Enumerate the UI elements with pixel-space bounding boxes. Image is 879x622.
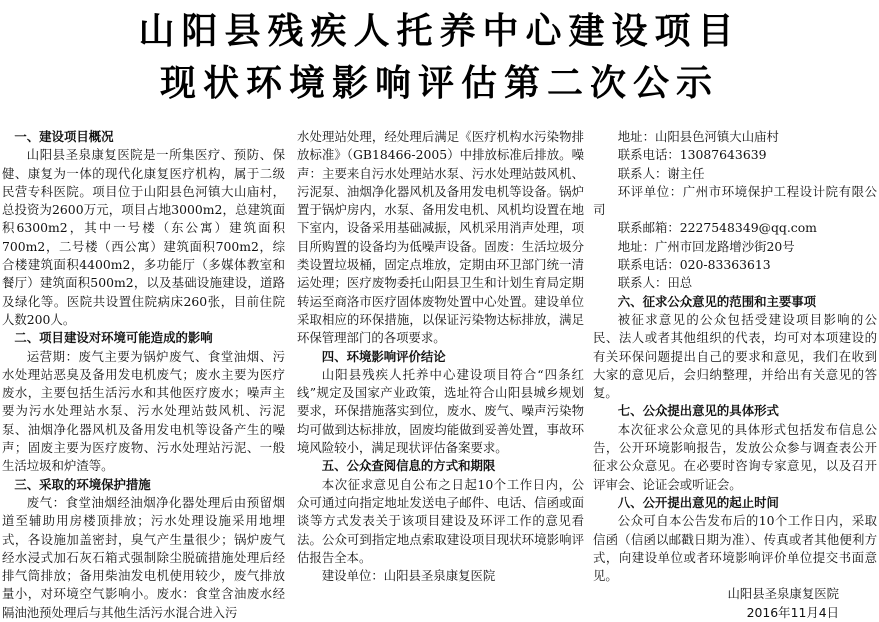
column-3 <box>593 128 877 620</box>
paragraph-protection-measures: 废气：食堂油烟经油烟净化器处理后由预留烟道至辅助用房楼顶排放；污水处理设施采用地埋式，各设施加盖密封，臭气产生量很少；锅炉废气经水浸式加石灰石箱式强制除尘脱硫措施处理后经排气筒排放；备用柴油发电机使用较少，废气排放量小，对环境空气影响小。废水：食堂含油废水经隔油池预处理后与其他生活污水混合进入污 <box>2 494 285 620</box>
builder-phone: 联系电话：13087643639 <box>617 147 767 163</box>
signature: 山阳县圣泉康复医院 <box>727 586 839 602</box>
section-heading-project-overview: 一、建设项目概况 <box>14 129 114 144</box>
page-title-line1: 山阳县残疾人托养中心建设项目 <box>138 11 741 52</box>
builder-unit: 建设单位：山阳县圣泉康复医院 <box>321 568 496 584</box>
evaluator-email: 联系邮箱：2227548349@qq.com <box>617 220 817 236</box>
paragraph-opinion-period: 公众可自本公告发布后的10个工作日内，采取信函（信函以邮戳日期为准）、传真或者其他便利方式，向建设单位或者环境影响评价单位提交书面意见。 <box>593 513 877 584</box>
paragraph-public-access: 本次征求意见自公布之日起10个工作日内，公众可通过向指定地址发送电子邮件、电话、信函或面谈等方式发表关于该项目建设及环评工作的意见看法。公众可到指定地点索取建设项目现状环境影响评估报告全本。 <box>297 476 584 565</box>
paragraph-environmental-impact: 运营期：废气主要为锅炉废气、食堂油烟、污水处理站恶臭及备用发电机废气；废水主要为医疗废水，主要包括生活污水和其他医疗废水；噪声主要为污水处理站水泵、污水处理站鼓风机、污泥泵、油烟净化器风机及备用发电机等设备产生的噪声；固废主要为医疗废物、污水处理站污泥、一般生活垃圾和炉渣等。 <box>2 348 285 474</box>
section-heading-opinion-form: 七、公众提出意见的具体形式 <box>617 403 779 419</box>
paragraph-protection-measures-cont: 水处理站处理，经处理后满足《医疗机构水污染物排放标准》（GB18466-2005）中排放标准后排放。噪声：主要来自污水处理站水泵、污水处理站鼓风机、污泥泵、油烟净化器风机及备用发电机等设备。锅炉置于锅炉房内，水泵、备用发电机、风机均设置在地下室内，设备采用基础减振，风机采用消声处理，项目所购置的设备均为低噪声设备。固废：生活垃圾分类设置垃圾桶，固定点堆放，定期由环卫部门统一清运处理；医疗废物委托山阳县卫生和计划生育局定期转运至商洛市医疗固体废物处置中心处置。建设单位采取相应的环保措施，以保证污染物达标排放，满足环保管理部门的各项要求。 <box>297 129 584 346</box>
builder-address: 地址：山阳县色河镇大山庙村 <box>617 129 779 144</box>
evaluator-unit: 环评单位：广州市环境保护工程设计院有限公司 <box>593 183 877 218</box>
evaluator-address: 地址：广州市回龙路增沙街20号 <box>617 238 795 254</box>
section-heading-assessment-conclusion: 四、环境影响评价结论 <box>321 348 446 364</box>
builder-contact: 联系人：谢主任 <box>617 165 705 181</box>
column-2 <box>297 128 584 586</box>
paragraph-project-overview: 山阳县圣泉康复医院是一所集医疗、预防、保健、康复为一体的现代化康复医疗机构，属于二级民营专科医院。项目位于山阳县色河镇大山庙村，总投资为2600万元，项目占地3000m2，总建筑面积6300m2，其中一号楼（东公寓）建筑面积700m2，二号楼（西公寓）建筑面积700m2，综合楼建筑面积4400m2，多功能厅（多媒体教室和餐厅）建筑面积500m2，以及基础设施建设，道路及绿化等。医院共设置住院病床260张，目前住院人数200人。 <box>2 147 285 327</box>
page-title-line2: 现状环境影响评估第二次公示 <box>159 63 719 104</box>
section-heading-environmental-impact: 二、项目建设对环境可能造成的影响 <box>14 330 213 346</box>
section-heading-public-access: 五、公众查阅信息的方式和期限 <box>321 458 496 474</box>
date: 2016年11月4日 <box>746 604 839 620</box>
paragraph-opinion-form: 本次征求公众意见的具体形式包括发布信息公告，公开环境影响报告，发放公众参与调查表公开征求公众意见。在必要时咨询专家意见，以及召开评审会、论证会或听证会。 <box>593 421 877 492</box>
section-heading-opinion-period: 八、公开提出意见的起止时间 <box>617 494 779 510</box>
evaluator-phone: 联系电话：020-83363613 <box>617 257 771 273</box>
paragraph-consultation-scope: 被征求意见的公众包括受建设项目影响的公民、法人或者其他组织的代表，均可对本项建设的有关环保问题提出自己的要求和意见，我们在收到大家的意见后，会归纳整理，并给出有关意见的答复。 <box>593 311 877 401</box>
section-heading-consultation-scope: 六、征求公众意见的范围和主要事项 <box>617 293 817 309</box>
evaluator-contact: 联系人：田总 <box>617 275 693 291</box>
paragraph-assessment-conclusion: 山阳县残疾人托养中心建设项目符合“四条红线”规定及国家产业政策，选址符合山阳县城乡规划要求，环保措施落实到位，废水、废气、噪声污染物均可做到达标排放，固废均能做到妥善处置，事故环境风险较小，满足现状评估备案要求。 <box>297 366 584 456</box>
column-1 <box>2 128 285 620</box>
section-heading-protection-measures: 三、采取的环境保护措施 <box>14 476 151 492</box>
